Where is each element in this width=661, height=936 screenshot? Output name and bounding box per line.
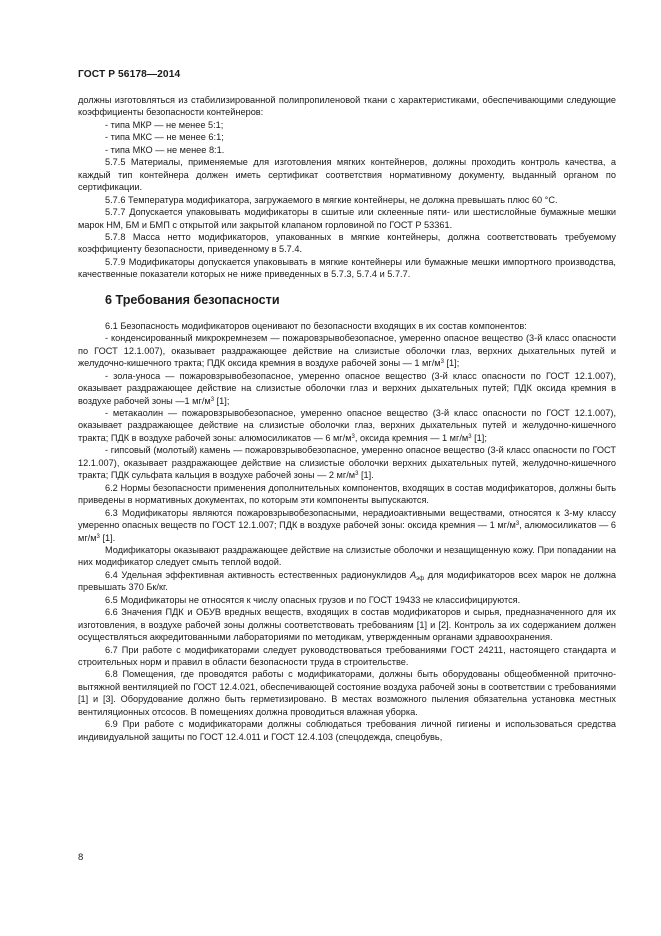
paragraph-6-1: 6.1 Безопасность модификаторов оценивают по безопасности входящих в их состав компонентов: — [105, 320, 527, 331]
paragraph-5-7-9: 5.7.9 Модификаторы допускается упаковывать в мягкие контейнеры или бумажные мешки импортного производства, качественные показатели которых не ниже приведенных в 5.7.3, 5.7.4 и 5.7.7. — [78, 256, 616, 280]
document-body — [78, 94, 616, 743]
list-item-microsilica: - конденсированный микрокремнезем — пожаровзрывобезопасное, умеренно опасное вещество (3-й класс опасности по ГОСТ 12.1.007), оказывает раздражающее действие на слизистые оболочки глаз, верхних дыхательных путей и желудочно-кишечного тракта; ПДК оксида кремния в воздухе рабочей зоны — 1 $мг/м^3$ [1]; — [78, 333, 616, 369]
paragraph-5-7-7: 5.7.7 Допускается упаковывать модификаторы в сшитые или склеенные пяти- или шестислойные бумажные мешки марок НМ, БМ и БМП с открытой или закрытой клапаном горловиной по ГОСТ Р 53361. — [78, 207, 616, 230]
paragraph-intro: должны изготовляться из стабилизированной полипропиленовой ткани с характеристиками, обеспечивающими следующие коэффициенты безопасности контейнеров: — [78, 95, 616, 118]
paragraph-6-8: 6.8 Помещения, где проводятся работы с модификаторами, должны быть оборудованы общеобменной приточно-вытяжной вентиляцией по ГОСТ 12.4.021, обеспечивающей состояние воздуха рабочей зоны в соответствии с требованиями [1] и [3]. Оборудование должно быть герметизировано. В местах возможного пыления обязательна установка местных вентиляционных отсосов. В помещениях должна проводиться влажная уборка. — [78, 669, 616, 717]
list-item-mkr: - типа МКР — не менее 5:1; — [105, 119, 224, 130]
paragraph-5-7-6: 5.7.6 Температура модификатора, загружаемого в мягкие контейнеры, не должна превышать плюс 60 °С. — [105, 194, 558, 205]
paragraph-6-9: 6.9 При работе с модификаторами должны соблюдаться требования личной гигиены и использоваться средства индивидуальной защиты по ГОСТ 12.4.011 и ГОСТ 12.4.103 (спецодежда, спецобувь, — [78, 719, 616, 742]
list-item-mko: - типа МКО — не менее 8:1. — [105, 144, 225, 155]
list-item-fly-ash: - зола-уноса — пожаровзрывобезопасное, умеренно опасное вещество (3-й класс опасности по ГОСТ 12.1.007), оказывает раздражающее действие на слизистые оболочки глаз и верхних дыхательных путей; ПДК оксида кремния в воздухе рабочей зоны —1 $мг/м^3$ [1]; — [78, 370, 616, 406]
paragraph-5-7-5: 5.7.5 Материалы, применяемые для изготовления мягких контейнеров, должны проходить контроль качества, а каждый тип контейнера должен иметь сертификат соответствия нормативному документу, выданный органом по сертификации. — [78, 157, 616, 193]
paragraph-6-3: 6.3 Модификаторы являются пожаровзрывобезопасными, нерадиоактивными веществами, относятся к 3-му классу умеренно опасных веществ по ГОСТ 12.1.007; ПДК в воздухе рабочей зоны: оксида кремния — 1 $мг/м^3$, алюмосиликатов — 6 $мг/м^3$ [1]. — [78, 507, 616, 543]
list-item-metakaolin: - метакаолин — пожаровзрывобезопасное, умеренно опасное вещество (3-й класс опасности по ГОСТ 12.1.007), оказывает раздражающее действие на слизистые оболочки глаз, верхних дыхательных путей и желудочно-кишечного тракта; ПДК в воздухе рабочей зоны: алюмосиликатов — 6 $мг/м^3$, оксида кремния — 1 $мг/м^3$ [1]; — [78, 407, 616, 443]
paragraph-6-6: 6.6 Значения ПДК и ОБУВ вредных веществ, входящих в состав модификаторов и сырья, предназначенного для их изготовления, в воздухе рабочей зоны должны соответствовать требованиям [1] и [2]. Контроль за их содержанием должен осуществляться аккредитованными лабораториями по методикам, утвержденным органами здравоохранения. — [78, 607, 616, 643]
list-item-gypsum: - гипсовый (молотый) камень — пожаровзрывобезопасное, умеренно опасное вещество (3-й класс опасности по ГОСТ 12.1.007), оказывает раздражающее действие на слизистые оболочки верхних дыхательных путей, желудочно-кишечного тракта; ПДК сульфата кальция в воздухе рабочей зоны — 2 $мг/м^3$ [1]. — [78, 445, 616, 481]
paragraph-irritant: Модификаторы оказывают раздражающее действие на слизистые оболочки и незащищенную кожу. При попадании на них модификатор следует смыть теплой водой. — [78, 544, 616, 568]
paragraph-6-5: 6.5 Модификаторы не относятся к числу опасных грузов и по ГОСТ 19433 не классифицируются. — [105, 594, 521, 605]
paragraph-6-4: 6.4 Удельная эффективная активность естественных радионуклидов $А_{эф}$ для модификаторов всех марок не должна превышать 370 Бк/кг. — [78, 569, 617, 593]
paragraph-6-7: 6.7 При работе с модификаторами следует руководствоваться требованиями ГОСТ 24211, настоящего стандарта и строительных норм и правил в области безопасности труда в строительстве. — [78, 644, 616, 668]
section-heading: 6 Требования безопасности — [105, 292, 280, 307]
paragraph-5-7-8: 5.7.8 Масса нетто модификаторов, упакованных в мягкие контейнеры, должна соответствовать требуемому коэффициенту безопасности, приведенному в 5.7.4. — [78, 231, 616, 255]
paragraph-6-2: 6.2 Нормы безопасности применения дополнительных компонентов, входящих в состав модификаторов, должны быть приведены в нормативных документах, по которым эти компоненты выпускаются. — [78, 482, 616, 506]
document-header: ГОСТ Р 56178—2014 — [78, 69, 181, 80]
list-item-mks: - типа МКС — не менее 6:1; — [105, 132, 224, 143]
page-number: 8 — [78, 852, 84, 863]
